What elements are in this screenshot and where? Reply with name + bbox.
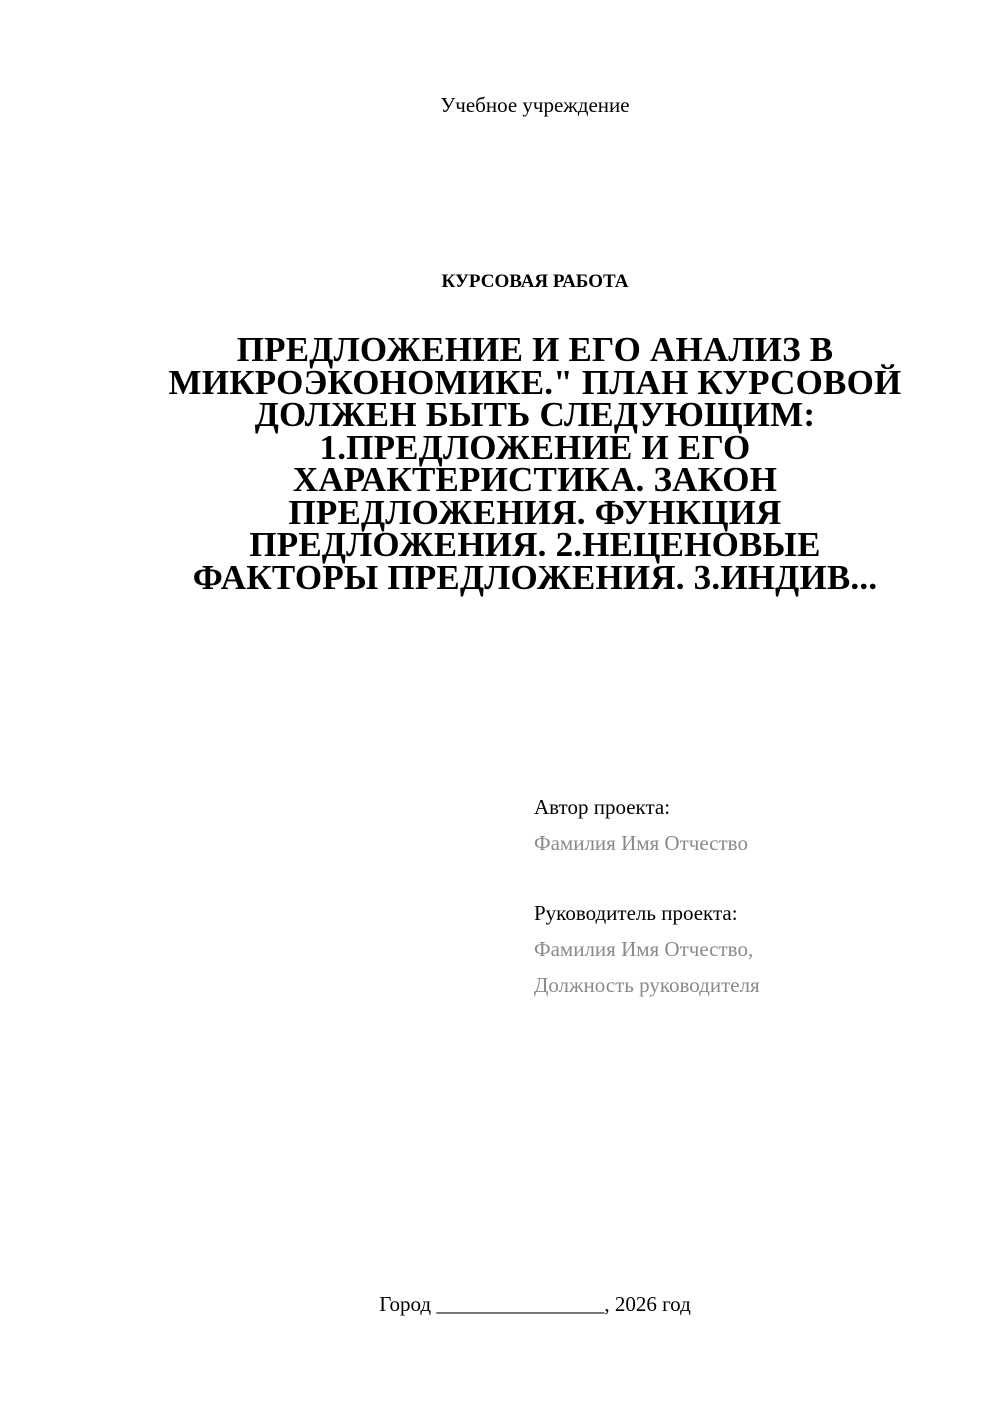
work-type-heading: КУРСОВАЯ РАБОТА — [441, 271, 629, 292]
supervisor-name: Фамилия Имя Отчество, — [534, 937, 754, 961]
supervisor-position: Должность руководителя — [534, 973, 760, 997]
author-name: Фамилия Имя Отчество — [534, 831, 748, 855]
project-people-block — [534, 789, 974, 1003]
document-title: ПРЕДЛОЖЕНИЕ И ЕГО АНАЛИЗ В МИКРОЭКОНОМИКЕ." ПЛАН КУРСОВОЙ ДОЛЖЕН БЫТЬ СЛЕДУЮЩИМ: 1.ПРЕДЛОЖЕНИЕ И ЕГО ХАРАКТЕРИСТИКА. ЗАКОН ПРЕДЛОЖЕНИЯ. ФУНКЦИЯ ПРЕДЛОЖЕНИЯ. 2.НЕЦЕНОВЫЕ ФАКТОРЫ ПРЕДЛОЖЕНИЯ. 3.ИНДИВ... — [168, 330, 902, 597]
supervisor-label: Руководитель проекта: — [534, 901, 738, 925]
author-label: Автор проекта: — [534, 795, 671, 819]
institution-name: Учебное учреждение — [440, 93, 630, 117]
city-year-line: Город ________________, 2026 год — [379, 1292, 691, 1316]
spacer — [534, 861, 974, 895]
